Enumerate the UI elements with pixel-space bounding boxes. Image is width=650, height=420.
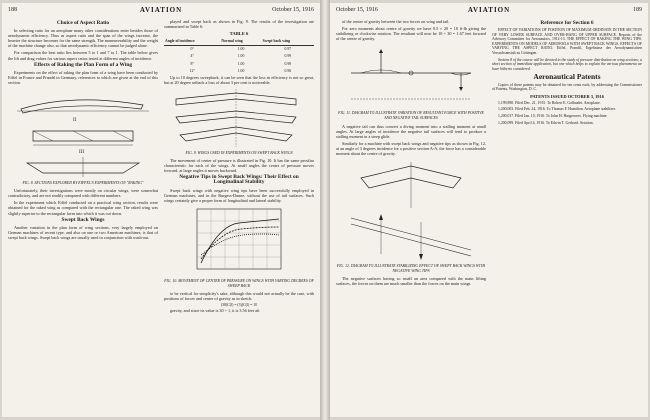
patent-entry: 1,200,003. Filed Feb. 24, 1916. To Thomas F. Hamilton. Aeroplane stabilizer. [498,107,616,112]
paragraph: Experiments on the effect of raking the plan form of a wing have been conducted by Eiffel in France and Prandtl in Germany, references to which are given at the end of this section. [8,69,158,85]
right-page [330,3,648,417]
left-page [2,3,320,417]
left-page-number: 188 [8,7,17,13]
paragraph: For comparison the best ratio lies between 5 to 1 and 7 to 1. The table below gives the lift and drag values for various aspect ratios tested at different angles of incidence. [8,50,158,61]
paragraph: The movement of center of pressure is illustrated in Fig. 10. It has the same peculiar characteristic for each of the wings. At small angles the center of pressure moves forward, at large angles it moves backward. [164,158,314,174]
paragraph: Up to 10 degrees sweepback, it can be seen that the loss in efficiency is not so great, but at 20 degree setback a loss of about 3 per cent is noticeable. [164,74,314,85]
paragraph: played and swept back as shown in Fig. 9. The results of the investigation are summarized in Table 6: [164,19,314,30]
right-page-number: 189 [633,7,642,13]
fig9-caption: FIG. 9. WINGS USED IN EXPERIMENTS ON SWEPT BACK WINGS [185,150,293,155]
paragraph: The negative surfaces having so small an area compared with the main lifting surfaces, the forces on them are much smaller than the forces on the main wings. [336,276,486,287]
formula: (38)C(l) = (3)(C(l) = 10 [220,303,258,308]
heading-aeronautical-patents: Aeronautical Patents [533,72,601,82]
table-cell: 0.98 [284,61,292,66]
paragraph: Similarly for a machine with swept back wings and negative tips as shown in Fig. 12, at an angle of 3 degrees incidence for a positive section A-A, the force has a considerable moment about the centre of gravity. [336,140,486,157]
heading-aspect-ratio: Choice of Aspect Ratio [56,20,110,26]
patents-issued-heading: PATENTS ISSUED OCTOBER 3, 1916 [530,93,604,99]
table-header-cell: Normal wing [220,38,261,46]
paragraph: of the centre of gravity between the two forces on wing and tail. [342,19,450,24]
paragraph: In selecting ratio for an aeroplane many other considerations enter besides those of aerodynamic efficiency. Thus as aspect ratio and the span of the wings increase, the heavier the structure becomes for the same strength. The maneuverability and the weight of the machine change also, so that aerodynamic efficiency cannot be judged alone. [8,28,158,49]
right-column-2 [492,19,642,127]
references-text: EFFECT OF VARIATIONS OF POSITION OF MAXIMUM ORDINATE IN THE SECTION OF VERY LOWER SURFACE AND OVER-HANG OF UPPER SURFACE. Reports of the Advisory Committee for Aeronautics, 1912-13. THE EFFECT OF RAKING THE WING TIPS. EXPERIMENTS ON MODELS OF AEROFOILS WITH SWEPT BACK WINGS. EFFECTS OF VARYING THE ASPECT RATIO. Eiffel, Prandtl, Ergebnisse der Aerodynamischen Versuchsanstalt zu Göttingen. [492,28,642,56]
table-cell: 0.97 [284,47,292,52]
table-cell: 12° [189,68,195,73]
left-column-2 [164,19,314,315]
heading-raking: Effects of Raking the Plan Form of a Wing [33,61,133,68]
paragraph: For zero moments about centre of gravity we have 0.5 × 20 = 10 ft-lb giving the stabilizing or clockwise rotation. The resultant will now be 10 ÷ 30 = 1.67 feet forward of the centre of gravity. [336,26,486,42]
fig11-resultant-force-diagram [341,43,481,109]
paragraph: Unfortunately, their investigations were mostly on circular wings, were somewhat contradictory, and are not readily compared with different numbers. [8,188,158,199]
table6-title: TABLE 6 [229,31,249,37]
fig12-caption: FIG. 12. DIAGRAM TO ILLUSTRATE STABILIZING EFFECT OF SWEPT BACK WINGS WITH NEGATIVE WING TIPS [336,264,486,274]
left-running-head [8,7,314,17]
fig9-swept-wing-drawings [166,87,312,149]
paragraph: In the experiment which Eiffel conducted on a practical wing section, results were obtained for the raked wing as compared with the rectangular one. The raked wing was slightly superior to the rectangular form into which it was cut down. [8,200,158,216]
fig10-caption: FIG. 10. MOVEMENT OF CENTER OF PRESSURE ON WINGS WITH VARYING DEGREES OF SWEEP BACK [164,278,314,288]
left-date: October 15, 1916 [272,7,314,13]
patent-entry: 1,200,099. Filed April 4, 1916. To Edwin T. Gerhard. Aviation. [498,120,594,125]
fig8-caption: FIG. 8. SECTIONS EXPLORED BY EIFFEL'S EXPERIMENTS ON "RAKING" [22,181,144,186]
patent-entry: 1,199,890. Filed Dec. 21, 1915. To Robert E. Gallaudet. Aeroplane. [498,100,601,105]
table-cell: 1.00 [237,47,245,52]
fig12-swept-wing-negative-tips [341,158,481,262]
right-journal-title: AVIATION [467,6,511,14]
left-column-1 [8,19,158,242]
right-date: October 15, 1916 [336,7,378,13]
paragraph: Another variation in the plan form of wing sections, very largely employed on German machines of recent type, and also on one or two American machines, is that of swept back wings. Swept back wings are usually used in conjunction with wash-out. [8,224,158,240]
table-cell: 1.00 [237,54,245,59]
table-row [164,61,314,68]
table6 [164,38,314,74]
svg-text:II: II [73,118,77,124]
patents-intro: Copies of these patents may be obtained for ten cents each, by addressing the Commissioner of Patents, Washington, D. C. [492,82,642,92]
table-cell: 4° [190,54,194,59]
patent-entry: 1,200,017. Filed Jan. 10, 1916. To John H. Hargreaves. Flying machine. [498,114,608,118]
fig11-caption: FIG. 11. DIAGRAM TO ILLUSTRATE VARIATION OF RESULTANT FORCE WITH POSITIVE AND NEGATIVE TAIL SURFACES [338,111,484,121]
paragraph: to be vertical for simplicity's sake, although this would not actually be the case, with positions of forces and center of gravity as in sketch. [164,290,314,302]
heading-swept-back: Swept Back Wings [61,216,105,223]
table-cell: 0.99 [284,54,292,59]
fig10-center-of-pressure-chart [189,205,289,277]
table-cell: 1.00 [237,61,245,66]
table-row [164,68,314,75]
left-journal-title: AVIATION [139,6,183,14]
table-header-cell: Angle of incidence [164,38,220,46]
fig8-raked-wing-sections [13,87,153,179]
table-cell: 1.00 [237,68,245,73]
book-gutter [320,0,330,420]
table-header-cell: Swept back wing [262,38,314,46]
table-header-row [164,38,314,46]
table-cell: 0° [190,47,194,52]
right-running-head [336,7,642,17]
heading-negative-tips: Negative Tips in Swept Back Wings: Their Effect on Longitudinal Stability [179,174,299,186]
table-cell: 0.96 [284,68,292,73]
svg-text:III: III [79,150,84,156]
paragraph: A negative tail can thus convert a diving moment into a stalling moment at small angles. At large angles of incidence the negative tail surfaces will tend to produce a stalling moment in a steep glide. [336,123,486,139]
section-note: Section 8 of the course will be devoted to the study of pressure distribution on wing sections; a short section of immediate application, but one which helps to explain the various phenomena we have hitherto considered. [492,57,642,71]
right-column-1 [336,19,486,289]
paragraph: Swept back wings with negative wing tips have been successfully employed in German machines, and in the Burgess-Dunne, without the use of tail surfaces. Such wings certainly give a proper form of longitudinal and lateral stability. [164,187,314,203]
table-row [164,53,314,60]
heading-references: Reference for Section 6 [540,20,594,26]
table-cell: 8° [190,61,194,66]
paragraph: gravity, and since its value is 30 ÷ 1, it is 3.56 feet aft [170,307,260,313]
table-row [164,46,314,54]
